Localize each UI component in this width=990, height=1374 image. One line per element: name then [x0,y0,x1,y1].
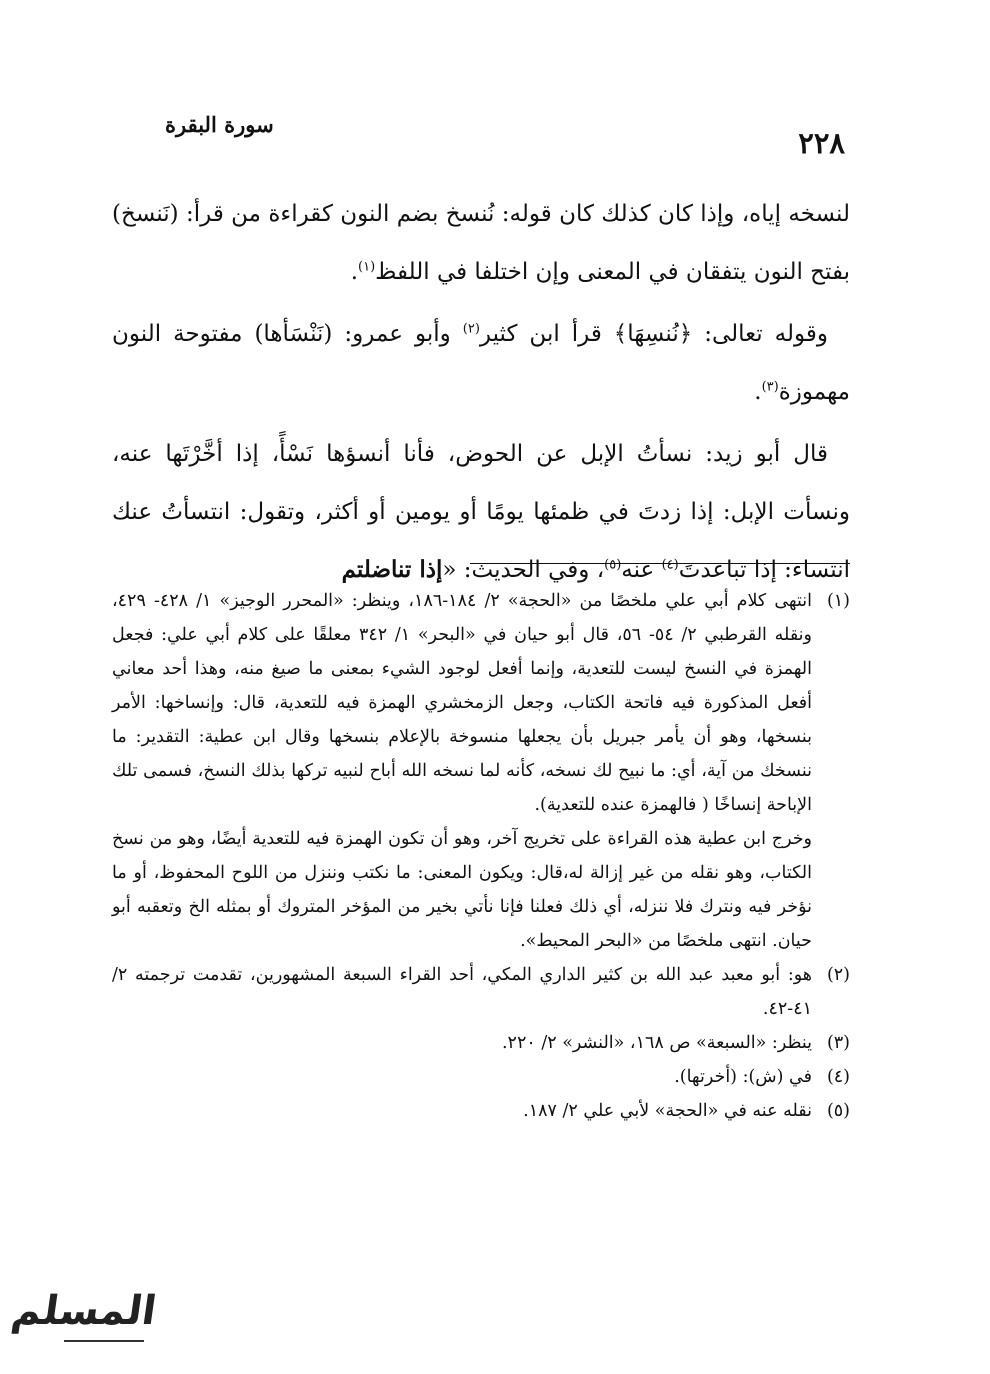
footnote-body [112,1026,812,1060]
paragraph-2 [112,305,850,421]
footnote-body [112,958,812,1026]
paragraph-1-text: لنسخه إياه، وإذا كان كذلك كان قوله: نُنسخ بضم النون كقراءة من قرأ: (نَنسخ) بفتح النون يتفقان في المعنى وإن اختلفا في اللفظ [112,201,850,285]
footnote-ref-5: (٥) [604,557,622,573]
footnote-body [112,1094,812,1128]
paragraph-2-end: . [754,379,762,405]
page-number: ٢٢٨ [798,126,845,160]
watermark-text: المسلم [8,1288,160,1334]
footnote-paragraph: وخرج ابن عطية هذه القراءة على تخريج آخر، وهو أن تكون الهمزة فيه للتعدية أيضًا، وهو من نسخ الكتاب، وهو نقله من غير إزالة له،قال: ويكون المعنى: ما نكتب وننزل من اللوح المحفوظ، أو ما نؤخر فيه ونترك فلا ننزله، أي ذلك فعلنا فإنا نأتي بخير من المؤخر المتروك أو بمثله الخ وتعقبه أبو حيان. انتهى ملخصًا من «البحر المحيط». [112,829,812,951]
footnote-number: (٤) [826,1067,850,1087]
watermark-underline [64,1340,144,1342]
footnote-number: (٥) [826,1101,850,1121]
footnote-2 [112,958,850,1026]
footnote-ref-2: (٢) [462,321,480,337]
main-text [112,185,850,599]
paragraph-3-text-a: قال أبو زيد: نسأتُ الإبل عن الحوض، فأنا أنسؤها نَسْأً، إذا أخَّرْتَها عنه، ونسأت الإبل: إذا زدتَ في ظمئها يومًا أو يومين أو أكثر، وتقول: انتسأتُ عنك انتساء: إذا تباعدتَ [112,441,850,583]
footnote-ref-1: (١) [358,259,376,275]
footnote-ref-3: (٣) [761,379,779,395]
footnote-number: (٣) [826,1033,850,1053]
paragraph-3 [112,425,850,599]
footnote-body [112,1060,812,1094]
footnote-paragraph: في (ش): (أخرتها). [674,1067,812,1087]
paragraph-2-text-b: وأبو عمرو: (نَنْسَأها) مفتوحة النون مهموزة [112,321,850,405]
footnote-number: (١) [826,591,850,611]
paragraph-2-text-a: وقوله تعالى: ﴿نُنسِهَا﴾ قرأ ابن كثير [479,321,828,347]
hadith-quote-start: إذا تناضلتم [341,556,443,583]
surah-title: سورة البقرة [165,112,274,137]
paragraph-1-end: . [350,259,359,285]
footnote-paragraph: هو: أبو معبد عبد الله بن كثير الداري المكي، أحد القراء السبعة المشهورين، تقدمت ترجمته ٢/ ٤١-٤٢. [112,965,812,1019]
footnote-5 [112,1094,850,1128]
footnotes [112,584,850,1128]
footnote-divider [470,563,850,564]
watermark-logo [6,1288,160,1358]
footnote-3 [112,1026,850,1060]
footnote-number: (٢) [826,965,850,985]
paragraph-3-text-b: عنه [621,557,662,583]
footnote-paragraph: نقله عنه في «الحجة» لأبي علي ٢/ ١٨٧. [523,1101,812,1121]
paragraph-3-text-c: ، وفي الحديث: « [442,557,605,583]
footnote-paragraph: انتهى كلام أبي علي ملخصًا من «الحجة» ٢/ ١٨٤-١٨٦، وينظر: «المحرر الوجيز» ١/ ٤٢٨- ٤٢٩، ونقله القرطبي ٢/ ٥٤- ٥٦، قال أبو حيان في «البحر» ١/ ٣٤٢ معلقًا على كلام أبي علي: فجعل الهمزة في النسخ ليست للتعدية، وإنما أفعل لوجود الشيء بمعنى ما صيغ منه، وهذا أحد معاني أفعل المذكورة فيه فاتحة الكتاب، وجعل الزمخشري الهمزة فيه للتعدية، قال: وإنساخها: الأمر بنسخها، وهو أن يأمر جبريل بأن يجعلها منسوخة بالإعلام بنسخها وقال ابن عطية: التقدير: ما ننسخك من آية، أي: ما نبيح لك نسخه، كأنه لما نسخه الله أباح لنبيه تركها بذلك النسخ، فسمى تلك الإباحة إنساخًا ( فالهمزة عنده للتعدية). [112,591,812,815]
footnote-body [112,584,812,958]
footnote-ref-4: (٤) [661,557,679,573]
footnote-paragraph: ينظر: «السبعة» ص ١٦٨، «النشر» ٢/ ٢٢٠. [501,1033,812,1053]
paragraph-1 [112,185,850,301]
footnote-4 [112,1060,850,1094]
footnote-1 [112,584,850,958]
